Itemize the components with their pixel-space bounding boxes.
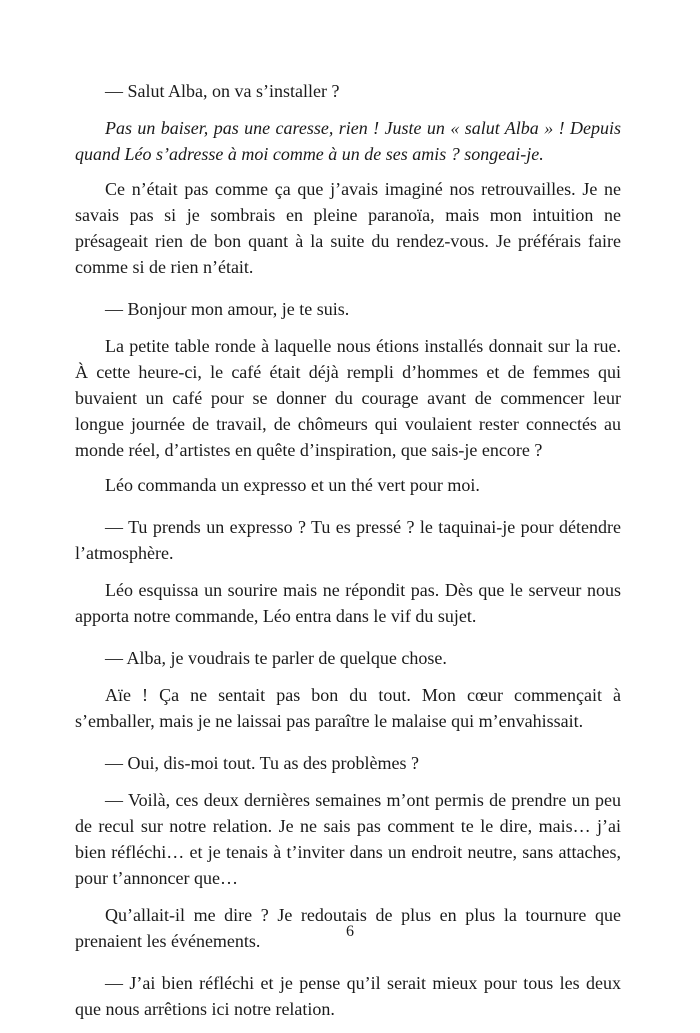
dialogue-paragraph: — Voilà, ces deux dernières semaines m’ont permis de prendre un peu de recul sur notre relation. Je ne sais pas comment te le dire, mais… j’ai bien réfléchi… et je tenais à t’inviter dans un endroit neutre, sans attaches, pour t’annoncer que…: [75, 790, 621, 888]
inner-thought-paragraph: Pas un baiser, pas une caresse, rien ! Juste un « salut Alba » ! Depuis quand Léo s’adresse à moi comme à un de ses amis ? songeai-je.: [75, 118, 621, 164]
dialogue-paragraph: — Oui, dis-moi tout. Tu as des problèmes ?: [105, 753, 419, 773]
narrative-paragraph: Léo commanda un expresso et un thé vert pour moi.: [105, 475, 480, 495]
narrative-paragraph: La petite table ronde à laquelle nous étions installés donnait sur la rue. À cette heure-ci, le café était déjà rempli d’hommes et de femmes qui buvaient un café pour se donner du courage avant de commencer leur longue journée de travail, de chômeurs qui voulaient rester connectés au monde réel, d’artistes en quête d’inspiration, que sais-je encore ?: [75, 336, 621, 460]
dialogue-paragraph: — J’ai bien réfléchi et je pense qu’il serait mieux pour tous les deux que nous arrêtions ici notre relation.: [75, 973, 621, 1019]
narrative-paragraph: Ce n’était pas comme ça que j’avais imaginé nos retrouvailles. Je ne savais pas si je sombrais en pleine paranoïa, mais mon intuition ne présageait rien de bon quant à la suite du rendez-vous. Je préférais faire comme si de rien n’était.: [75, 179, 621, 277]
narrative-paragraph: Qu’allait-il me dire ? Je redoutais de plus en plus la tournure que prenaient les événements.: [75, 905, 621, 951]
dialogue-paragraph: — Tu prends un expresso ? Tu es pressé ? le taquinai-je pour détendre l’atmosphère.: [75, 517, 621, 563]
dialogue-paragraph: — Bonjour mon amour, je te suis.: [105, 299, 350, 319]
dialogue-paragraph: — Salut Alba, on va s’installer ?: [105, 81, 340, 101]
dialogue-paragraph: — Alba, je voudrais te parler de quelque chose.: [105, 648, 447, 668]
narrative-paragraph: Aïe ! Ça ne sentait pas bon du tout. Mon cœur commençait à s’emballer, mais je ne laissai pas paraître le malaise qui m’envahissait.: [75, 685, 621, 731]
body-text: [75, 78, 621, 1033]
narrative-paragraph: Léo esquissa un sourire mais ne répondit pas. Dès que le serveur nous apporta notre commande, Léo entra dans le vif du sujet.: [75, 580, 621, 626]
page-number: 6: [346, 923, 354, 940]
